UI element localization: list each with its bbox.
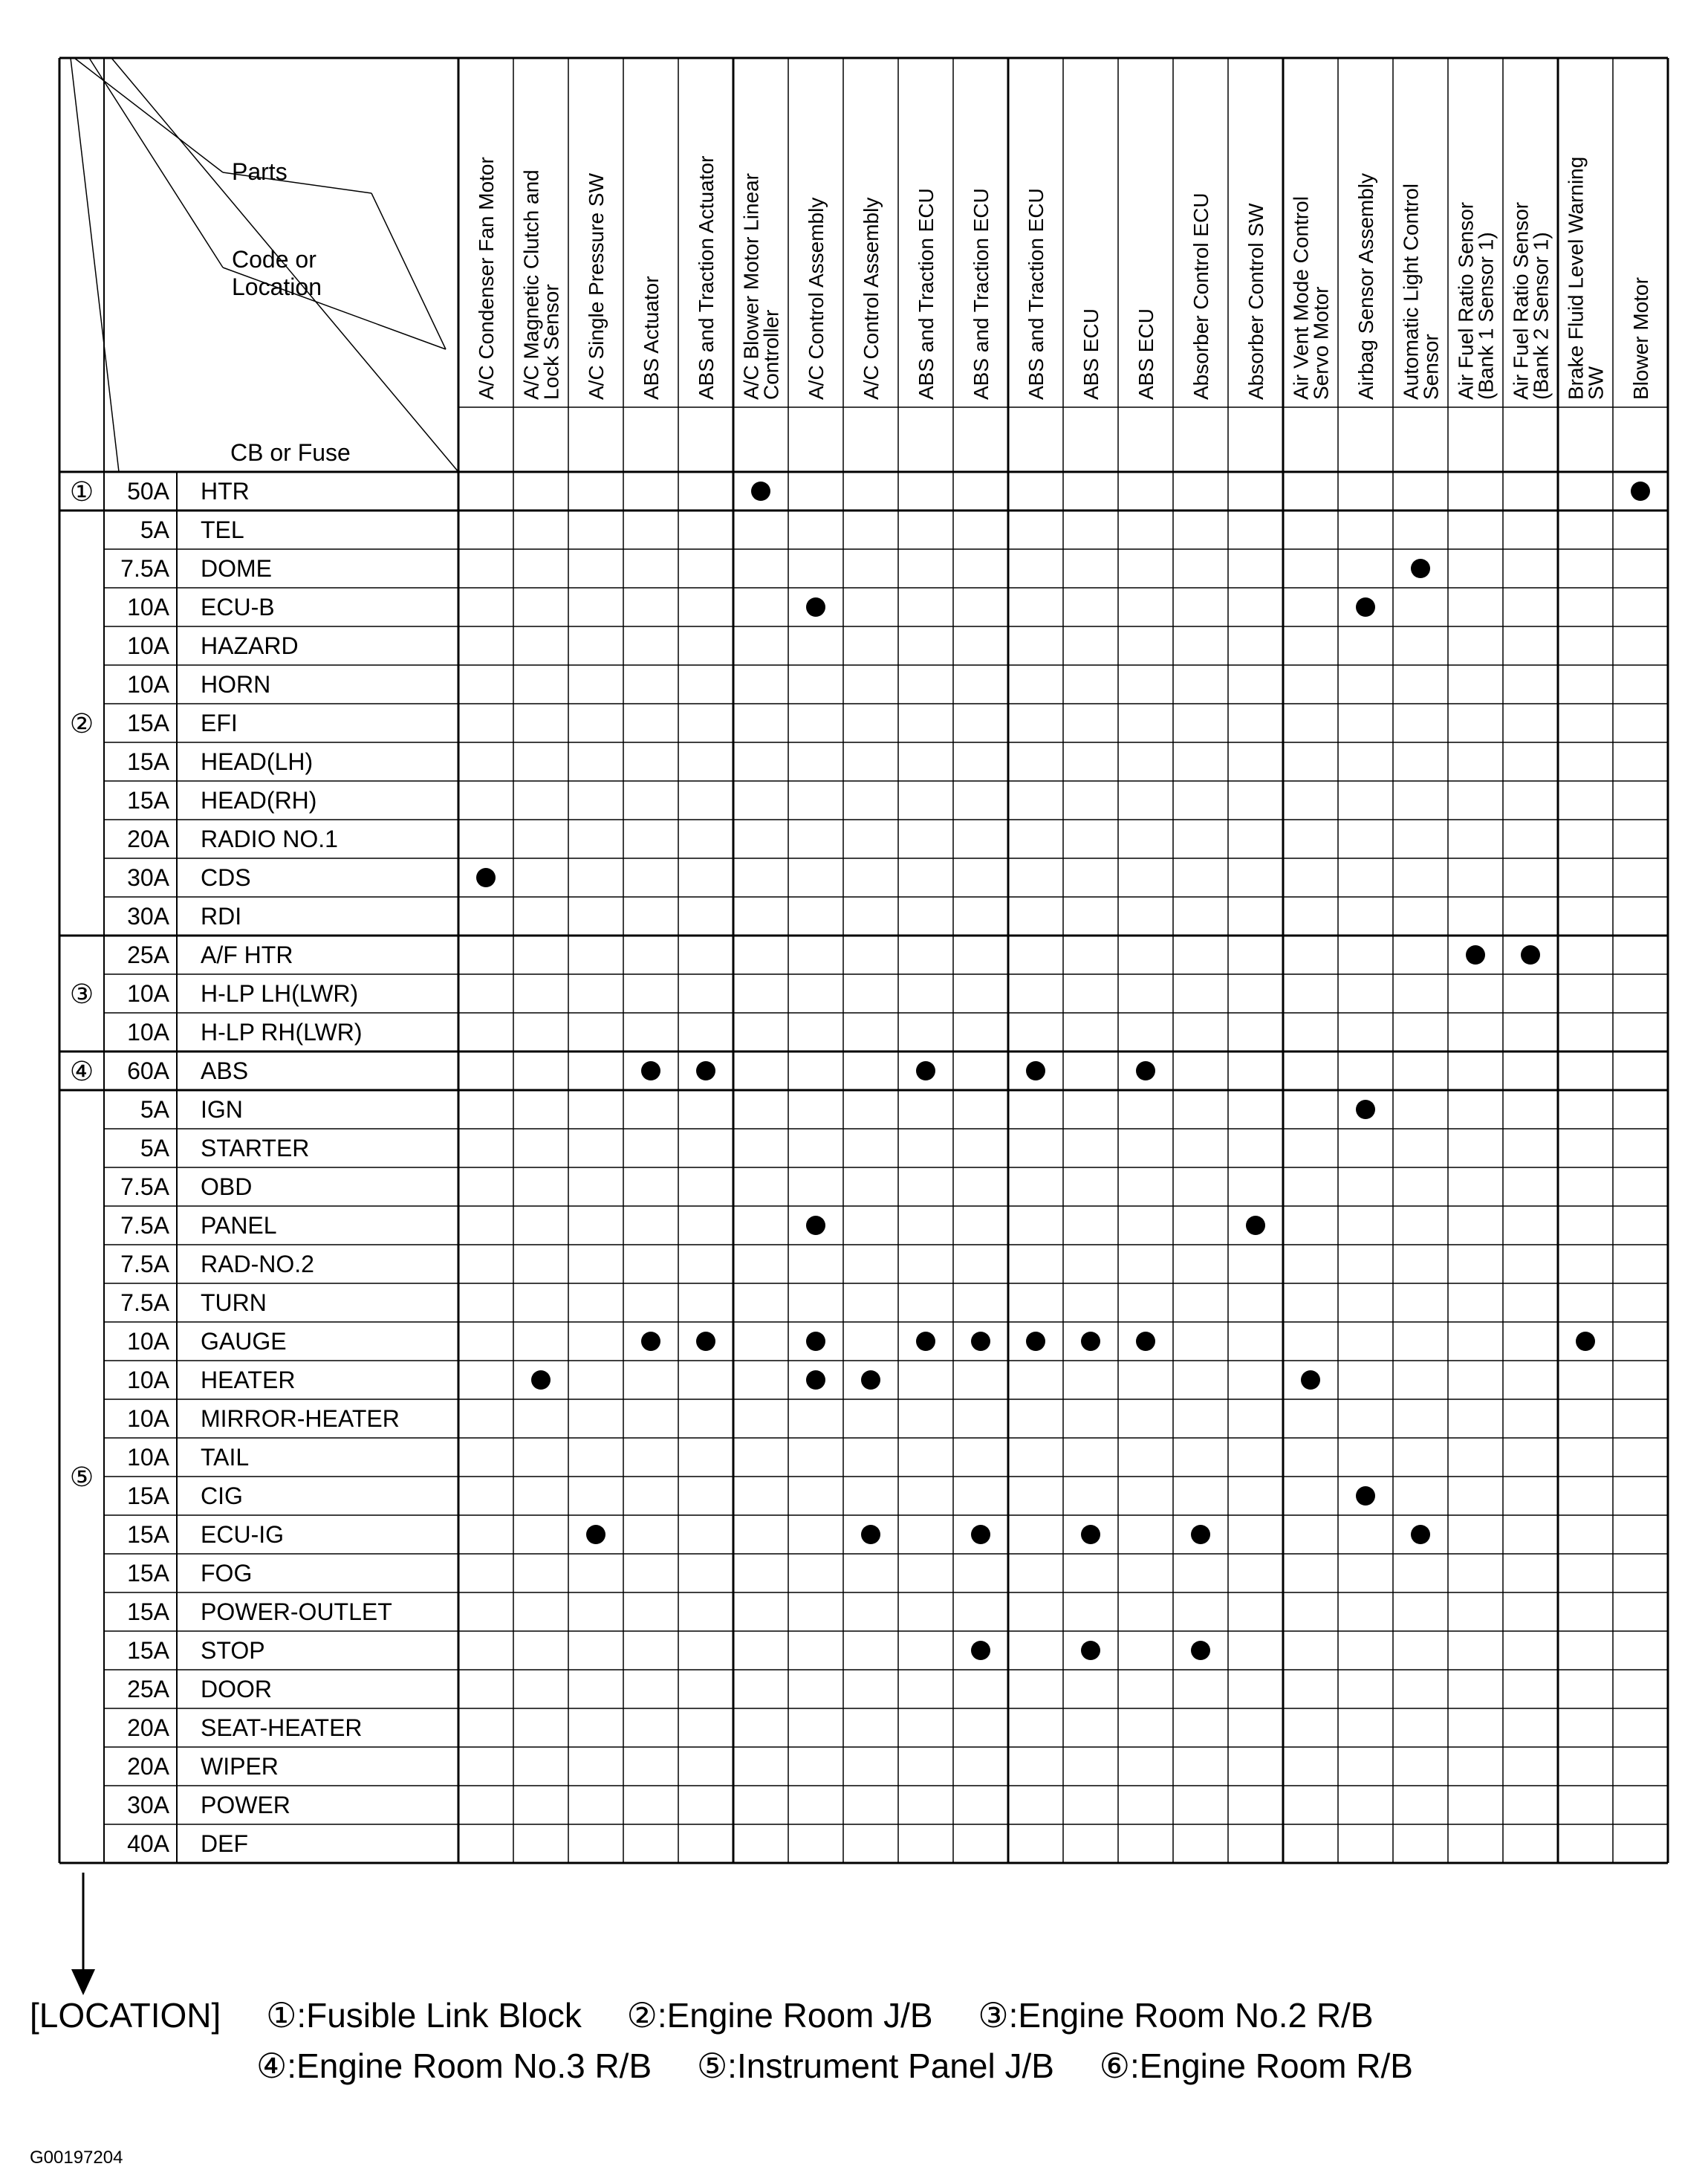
location-code: ③ [69, 979, 94, 1009]
connection-dot [641, 1332, 660, 1351]
fuse-name: DOOR [201, 1676, 272, 1702]
column-header: Air Fuel Ratio Sensor [1509, 201, 1533, 400]
fuse-amperage: 30A [127, 864, 169, 891]
location-4: ④:Engine Room No.3 R/B [256, 2046, 652, 2085]
location-legend [30, 1995, 1413, 2116]
diagonal-line [71, 58, 119, 472]
connection-dot [806, 1332, 825, 1351]
fuse-amperage: 10A [127, 671, 169, 698]
connection-dot [696, 1332, 715, 1351]
fuse-amperage: 15A [127, 1598, 169, 1625]
code-label: Location [232, 273, 322, 300]
connection-dot [1136, 1332, 1155, 1351]
location-code: ② [69, 708, 94, 739]
fuse-name: HORN [201, 671, 271, 698]
connection-dot [1521, 945, 1540, 965]
fuse-amperage: 5A [140, 516, 169, 543]
fuse-amperage: 7.5A [120, 555, 169, 582]
fuse-name: ECU-B [201, 594, 275, 620]
column-header: Automatic Light Control [1399, 183, 1423, 400]
fuse-amperage: 10A [127, 1019, 169, 1046]
connection-dot [1301, 1370, 1320, 1390]
fuse-name: IGN [201, 1096, 243, 1123]
location-code: ① [69, 476, 94, 507]
fuse-name: RADIO NO.1 [201, 826, 338, 852]
fuse-amperage: 20A [127, 1714, 169, 1741]
location-5: ⑤:Instrument Panel J/B [696, 2046, 1054, 2085]
fuse-name: CDS [201, 864, 251, 891]
connection-dot [1081, 1525, 1100, 1544]
column-header: Lock Sensor [539, 284, 563, 400]
fuse-name: RDI [201, 903, 242, 930]
fuse-amperage: 50A [127, 478, 169, 505]
fuse-name: H-LP LH(LWR) [201, 980, 359, 1007]
column-header: Air Fuel Ratio Sensor [1454, 201, 1478, 400]
connection-dot [916, 1061, 935, 1080]
connection-dot [971, 1641, 990, 1660]
fuse-amperage: 60A [127, 1057, 169, 1084]
column-header: Absorber Control ECU [1189, 192, 1212, 400]
connection-dot [1246, 1216, 1265, 1235]
fuse-name: TAIL [201, 1444, 250, 1471]
location-code: ④ [69, 1056, 94, 1086]
column-header: ABS and Traction ECU [970, 188, 993, 400]
location-legend-line-2 [256, 2046, 1449, 2086]
fuse-name: HEATER [201, 1367, 296, 1393]
connection-dot [806, 597, 825, 617]
fuse-amperage: 25A [127, 1676, 169, 1702]
fuse-amperage: 10A [127, 594, 169, 620]
location-2: ②:Engine Room J/B [626, 1996, 933, 2035]
location-6: ⑥:Engine Room R/B [1099, 2046, 1413, 2085]
fuse-amperage: 10A [127, 1328, 169, 1355]
fuse-name: HEAD(LH) [201, 748, 314, 775]
fuse-name: GAUGE [201, 1328, 287, 1355]
fuse-amperage: 15A [127, 1521, 169, 1548]
fuse-amperage: 5A [140, 1135, 169, 1161]
column-header: A/C Single Pressure SW [585, 173, 608, 400]
connection-dot [861, 1525, 880, 1544]
fuse-amperage: 30A [127, 1792, 169, 1818]
fuse-name: TURN [201, 1289, 267, 1316]
fuse-name: POWER-OUTLET [201, 1598, 392, 1625]
column-header: Absorber Control SW [1244, 203, 1267, 400]
connection-dot [1356, 1486, 1375, 1506]
fuse-amperage: 10A [127, 980, 169, 1007]
connection-dot [476, 868, 496, 887]
column-header: ABS and Traction ECU [1025, 188, 1048, 400]
parts-label: Parts [232, 158, 288, 185]
diagonal-line [74, 58, 223, 172]
cb-label: CB or Fuse [230, 439, 351, 466]
fuse-amperage: 10A [127, 632, 169, 659]
connection-dot [971, 1525, 990, 1544]
column-header: A/C Magnetic Clutch and [519, 169, 543, 400]
connection-dot [1411, 1525, 1430, 1544]
fuse-amperage: 15A [127, 748, 169, 775]
column-header: ABS ECU [1134, 308, 1157, 400]
connection-dot [1191, 1641, 1210, 1660]
column-header: A/C Control Assembly [860, 197, 883, 400]
location-code: ⑤ [69, 1462, 94, 1492]
fuse-name: ABS [201, 1057, 249, 1084]
fuse-amperage: 7.5A [120, 1289, 169, 1316]
connection-dot [916, 1332, 935, 1351]
column-header: ABS ECU [1079, 308, 1103, 400]
connection-dot [806, 1370, 825, 1390]
fuse-name: DEF [201, 1830, 248, 1857]
fuse-name: SEAT-HEATER [201, 1714, 363, 1741]
fuse-amperage: 15A [127, 787, 169, 814]
fuse-name: EFI [201, 710, 238, 736]
connection-dot [1191, 1525, 1210, 1544]
connection-dot [861, 1370, 880, 1390]
fuse-name: HEAD(RH) [201, 787, 317, 814]
column-header: Air Vent Mode Control [1289, 196, 1313, 400]
connection-dot [1081, 1332, 1100, 1351]
fuse-amperage: 7.5A [120, 1212, 169, 1239]
connection-dot [971, 1332, 990, 1351]
column-header: A/C Blower Motor Linear [739, 172, 763, 400]
fuse-name: CIG [201, 1482, 243, 1509]
column-header: ABS and Traction ECU [915, 188, 938, 400]
column-header: Servo Motor [1309, 286, 1333, 400]
fuse-name: HTR [201, 478, 250, 505]
connection-dot [1081, 1641, 1100, 1660]
fuse-amperage: 20A [127, 1753, 169, 1780]
column-header: A/C Control Assembly [805, 197, 828, 400]
fuse-amperage: 20A [127, 826, 169, 852]
fuse-amperage: 5A [140, 1096, 169, 1123]
column-header: Blower Motor [1629, 277, 1652, 400]
column-header: Brake Fluid Level Warning [1564, 156, 1588, 400]
fuse-name: DOME [201, 555, 272, 582]
connection-dot [1356, 597, 1375, 617]
fuse-name: POWER [201, 1792, 290, 1818]
column-header: Controller [759, 309, 783, 400]
connection-dot [586, 1525, 605, 1544]
fuse-name: STARTER [201, 1135, 310, 1161]
connection-dot [1411, 559, 1430, 578]
fuse-amperage: 7.5A [120, 1251, 169, 1277]
chart-rows [70, 476, 400, 1857]
connection-dot [751, 482, 770, 501]
fuse-amperage: 30A [127, 903, 169, 930]
fuse-name: WIPER [201, 1753, 279, 1780]
fuse-name: H-LP RH(LWR) [201, 1019, 363, 1046]
column-header: ABS Actuator [640, 276, 663, 400]
fuse-name: FOG [201, 1560, 253, 1587]
fuse-amperage: 10A [127, 1444, 169, 1471]
connection-dot [1356, 1100, 1375, 1119]
fuse-name: A/F HTR [201, 942, 293, 968]
fuse-name: ECU-IG [201, 1521, 284, 1548]
connection-dot [696, 1061, 715, 1080]
connection-dot [1466, 945, 1485, 965]
fuse-name: TEL [201, 516, 244, 543]
fuse-amperage: 15A [127, 1637, 169, 1664]
fuse-name: OBD [201, 1173, 253, 1200]
column-header: SW [1584, 366, 1608, 400]
connection-dot [1136, 1061, 1155, 1080]
connection-dot [641, 1061, 660, 1080]
column-header: A/C Condenser Fan Motor [475, 157, 498, 400]
location-legend-label: [LOCATION] [30, 1996, 221, 2035]
connection-dot [1026, 1061, 1045, 1080]
fuse-amperage: 15A [127, 710, 169, 736]
fuse-name: PANEL [201, 1212, 277, 1239]
diagonal-line [89, 58, 223, 268]
fuse-amperage: 10A [127, 1367, 169, 1393]
location-legend-line-1 [30, 1995, 1409, 2035]
connection-dot [806, 1216, 825, 1235]
fuse-amperage: 10A [127, 1405, 169, 1432]
code-label: Code or [232, 246, 316, 273]
fuse-amperage: 40A [127, 1830, 169, 1857]
connection-dot [531, 1370, 551, 1390]
fuse-name: MIRROR-HEATER [201, 1405, 400, 1432]
column-header: ABS and Traction Actuator [695, 155, 718, 400]
location-arrow-head [71, 1969, 95, 1995]
location-3: ③:Engine Room No.2 R/B [978, 1996, 1374, 2035]
location-1: ①:Fusible Link Block [266, 1996, 582, 2035]
fuse-name: RAD-NO.2 [201, 1251, 314, 1277]
connection-dot [1026, 1332, 1045, 1351]
chart-header [230, 156, 1652, 466]
column-header: (Bank 1 Sensor 1) [1474, 232, 1498, 400]
fuse-name: STOP [201, 1637, 265, 1664]
fuse-amperage: 15A [127, 1560, 169, 1587]
figure-code: G00197204 [30, 2148, 123, 2168]
column-header: Sensor [1419, 334, 1443, 400]
fuse-amperage: 25A [127, 942, 169, 968]
connection-dot [1631, 482, 1650, 501]
connection-dot [1576, 1332, 1595, 1351]
fuse-amperage: 15A [127, 1482, 169, 1509]
column-header: Airbag Sensor Assembly [1354, 172, 1377, 400]
fuse-amperage: 7.5A [120, 1173, 169, 1200]
column-header: (Bank 2 Sensor 1) [1529, 232, 1553, 400]
fuse-name: HAZARD [201, 632, 299, 659]
